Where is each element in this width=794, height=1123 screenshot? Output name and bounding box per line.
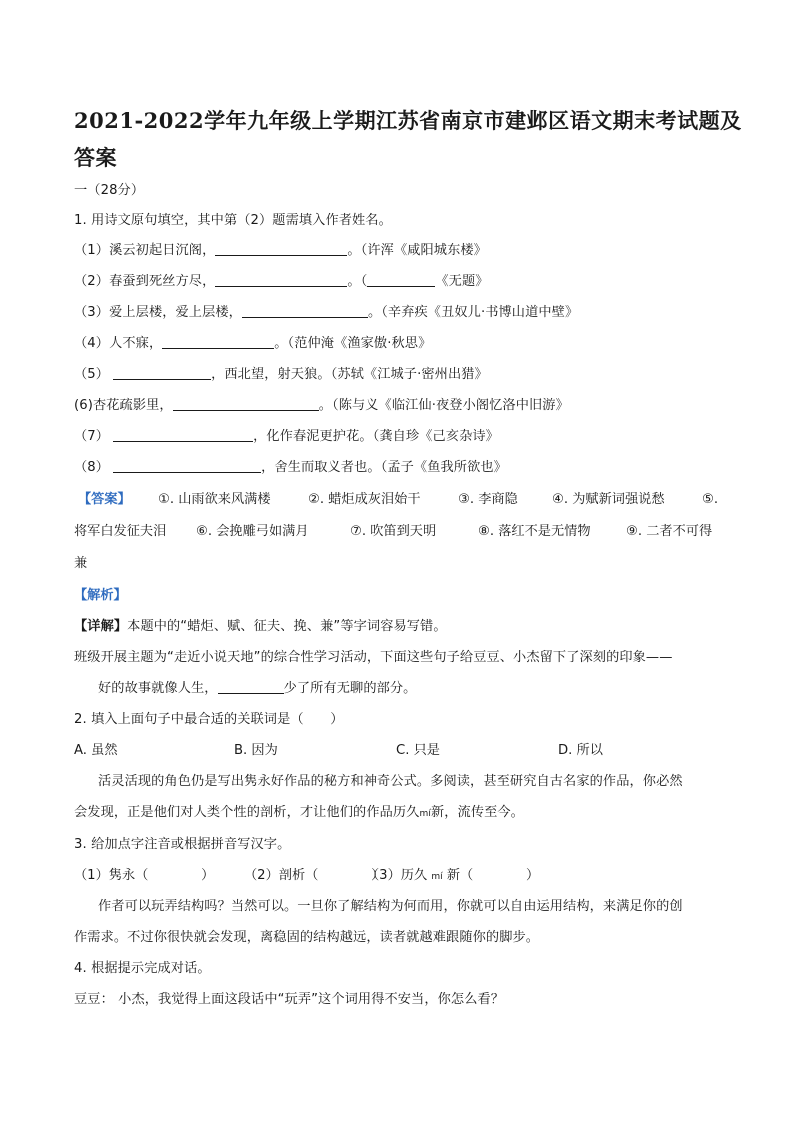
analysis-tag: 【解析】 (74, 588, 127, 603)
option-b[interactable]: B. 因为 (234, 743, 278, 758)
answer-2: ②. 蜡炬成灰泪始干 (308, 492, 421, 507)
fill-item-4: （4）人不寐， 。（范仲淹《渔家傲·秋思》 (74, 336, 432, 351)
answer-blank[interactable] (113, 365, 211, 380)
option-d[interactable]: D. 所以 (558, 743, 603, 758)
section-heading: 一（28分） (74, 183, 145, 198)
page-title-line1: 2021-2022学年九年级上学期江苏省南京市建邺区语文期末考试题及 (74, 108, 742, 133)
answer-6: ⑥. 会挽雕弓如满月 (196, 524, 309, 539)
passage-2-line1: 活灵活现的角色仍是写出隽永好作品的秘方和神奇公式。多阅读，甚至研究自古名家的作品，你必然 (98, 774, 683, 789)
fill-item-2: （2）春蚕到死丝方尽， 。（ 《无题》 (74, 274, 489, 289)
option-c[interactable]: C. 只是 (396, 743, 440, 758)
option-a[interactable]: A. 虽然 (74, 743, 118, 758)
page-title-line2: 答案 (74, 145, 117, 170)
answer-blank[interactable] (242, 303, 368, 318)
answer-8: ⑧. 落红不是无情物 (478, 524, 591, 539)
fill-item-1: （1）溪云初起日沉阁， 。（许浑《咸阳城东楼》 (74, 243, 487, 258)
answer-7: ⑦. 吹笛到天明 (350, 524, 437, 539)
fill-item-3: （3）爱上层楼，爱上层楼， 。（辛弃疾《丑奴儿·书博山道中壁》 (74, 305, 579, 320)
question-4-stem: 4. 根据提示完成对话。 (74, 961, 211, 976)
answer-9: ⑨. 二者不可得 (626, 524, 713, 539)
answer-blank[interactable] (215, 241, 347, 256)
q3-item-3[interactable]: （3）历久 mí 新（ ） (366, 868, 540, 883)
answer-blank[interactable] (113, 427, 253, 442)
passage-1-sentence: 好的故事就像人生， 少了所有无聊的部分。 (98, 681, 417, 696)
answer-blank[interactable] (173, 396, 319, 411)
q3-item-1[interactable]: （1）隽永（ ） (74, 868, 215, 883)
fill-item-6: (6)杏花疏影里， 。（陈与义《临江仙·夜登小阁忆洛中旧游》 (74, 398, 569, 413)
answer-blank[interactable] (218, 679, 284, 694)
answer-4: ④. 为赋新词强说愁 (552, 492, 665, 507)
answer-5: 将军白发征夫泪 (74, 524, 167, 539)
passage-3-line1: 作者可以玩弄结构吗？当然可以。一旦你了解结构为何而用，你就可以自由运用结构，来满足你的创 (98, 899, 683, 914)
detail-tag: 【详解】 (74, 619, 128, 634)
answer-blank[interactable] (215, 272, 347, 287)
author-blank[interactable] (367, 272, 435, 287)
question-3-stem: 3. 给加点字注音或根据拼音写汉字。 (74, 837, 291, 852)
fill-item-5: （5） ，西北望，射天狼。（苏轼《江城子·密州出猎》 (74, 367, 488, 382)
answer-blank[interactable] (162, 334, 274, 349)
answer-3: ③. 李商隐 (458, 492, 518, 507)
passage-3-line2: 作需求。不过你很快就会发现，离稳固的结构越远，读者就越难跟随你的脚步。 (74, 930, 540, 945)
pinyin-mi: mí (431, 872, 443, 882)
answer-tag: 【答案】 (78, 492, 131, 507)
answer-1: ①. 山雨欲来风满楼 (158, 492, 271, 507)
passage-1-intro: 班级开展主题为“走近小说天地”的综合性学习活动，下面这些句子给豆豆、小杰留下了深刻的印象—— (74, 650, 673, 665)
fill-item-8: （8） ，舍生而取义者也。（孟子《鱼我所欲也》 (74, 460, 507, 475)
question-1-stem: 1. 用诗文原句填空，其中第（2）题需填入作者姓名。 (74, 213, 392, 228)
passage-2-line2: 会发现，正是他们对人类个性的剖析，才让他们的作品历久mí新，流传至今。 (74, 805, 524, 820)
answer-blank[interactable] (113, 458, 261, 473)
detail-line: 【详解】本题中的“蜡炬、赋、征夫、挽、兼”等字词容易写错。 (74, 619, 447, 634)
answer-9-cont: 兼 (74, 556, 88, 571)
fill-item-7: （7） ，化作春泥更护花。（龚自珍《己亥杂诗》 (74, 429, 499, 444)
question-2-stem: 2. 填入上面句子中最合适的关联词是（ ） (74, 712, 344, 727)
pinyin-mi: mí (419, 809, 431, 819)
answer-5-num: ⑤. (702, 492, 719, 507)
q3-item-2[interactable]: （2）剖析（ ） (244, 868, 385, 883)
dialog-doudou: 豆豆： 小杰，我觉得上面这段话中“玩弄”这个词用得不安当，你怎么看？ (74, 992, 505, 1007)
